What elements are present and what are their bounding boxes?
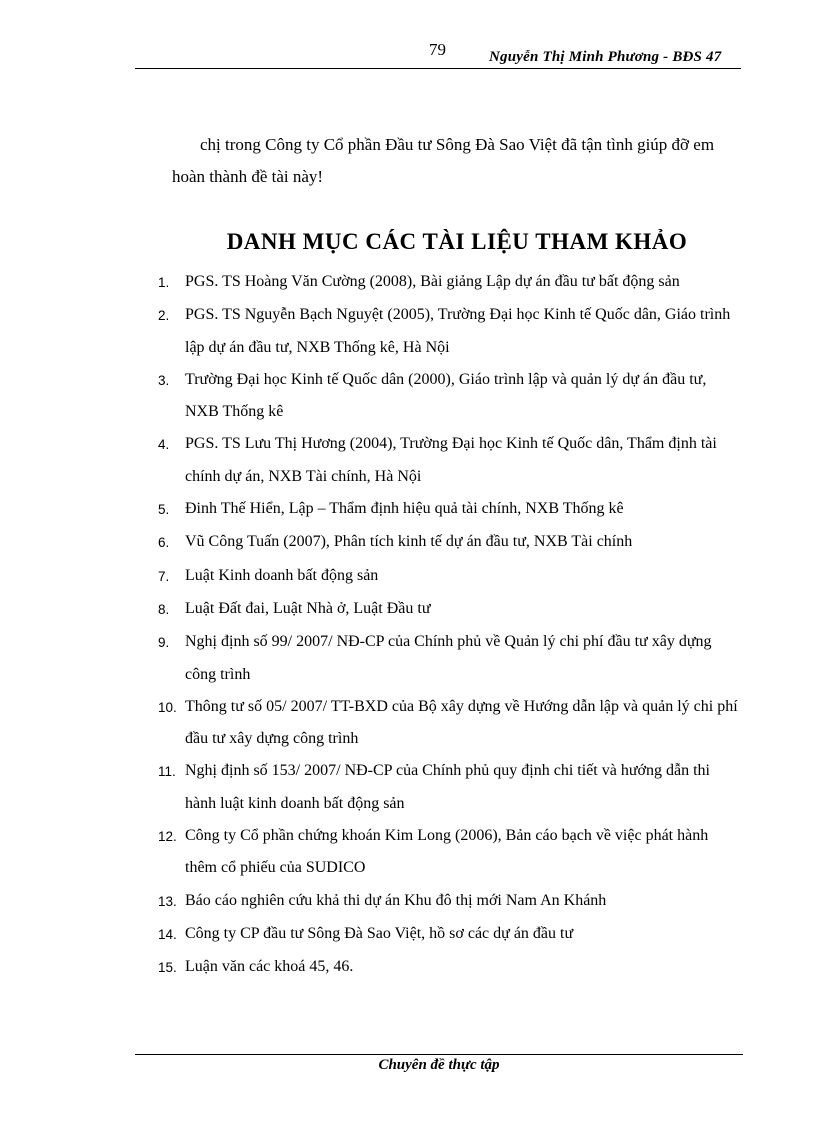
references-list bbox=[158, 266, 744, 985]
header-divider bbox=[135, 68, 741, 69]
reference-number: 11. bbox=[158, 764, 176, 780]
reference-text: PGS. TS Nguyễn Bạch Nguyệt (2005), Trường Đại học Kinh tế Quốc dân, Giáo trình lập dự án đầu tư, NXB Thống kê, Hà Nội bbox=[185, 306, 731, 356]
reference-item bbox=[158, 755, 744, 820]
reference-item bbox=[158, 820, 744, 885]
reference-number: 7. bbox=[158, 568, 170, 584]
reference-item bbox=[158, 593, 744, 626]
reference-text: Báo cáo nghiên cứu khả thi dự án Khu đô thị mới Nam An Khánh bbox=[185, 891, 607, 909]
reference-number: 6. bbox=[158, 535, 170, 551]
reference-text: Nghị định số 153/ 2007/ NĐ-CP của Chính phủ quy định chi tiết và hướng dẫn thi hành luật kinh doanh bất động sản bbox=[185, 762, 710, 812]
reference-item bbox=[158, 493, 744, 526]
reference-item bbox=[158, 918, 744, 951]
reference-text: Luật Đất đai, Luật Nhà ở, Luật Đầu tư bbox=[185, 599, 431, 617]
reference-number: 13. bbox=[158, 893, 177, 909]
reference-number: 12. bbox=[158, 829, 177, 845]
reference-item bbox=[158, 560, 744, 593]
reference-text: Luận văn các khoá 45, 46. bbox=[185, 958, 354, 976]
reference-number: 4. bbox=[158, 437, 170, 453]
reference-text: Vũ Công Tuấn (2007), Phân tích kinh tế dự án đầu tư, NXB Tài chính bbox=[185, 533, 633, 551]
reference-item bbox=[158, 364, 744, 429]
reference-number: 2. bbox=[158, 308, 170, 324]
reference-text: Nghị định số 99/ 2007/ NĐ-CP của Chính phủ về Quản lý chi phí đầu tư xây dựng công trình bbox=[185, 633, 712, 683]
page-number: 79 bbox=[429, 40, 446, 59]
intro-text: chị trong Công ty Cổ phần Đầu tư Sông Đà Sao Việt đã tận tình giúp đỡ em hoàn thành đề tài này! bbox=[172, 135, 715, 186]
reference-item bbox=[158, 299, 744, 364]
reference-item bbox=[158, 428, 744, 493]
reference-text: Thông tư số 05/ 2007/ TT-BXD của Bộ xây dựng về Hướng dẫn lập và quản lý chi phí đầu tư xây dựng công trình bbox=[185, 697, 738, 748]
reference-item bbox=[158, 885, 744, 918]
reference-text: Trường Đại học Kinh tế Quốc dân (2000), Giáo trình lập và quản lý dự án đầu tư, NXB Thống kê bbox=[185, 370, 707, 421]
reference-item bbox=[158, 266, 744, 299]
reference-text: PGS. TS Lưu Thị Hương (2004), Trường Đại học Kinh tế Quốc dân, Thẩm định tài chính dự án, NXB Tài chính, Hà Nội bbox=[185, 435, 717, 485]
reference-item bbox=[158, 626, 744, 691]
reference-text: PGS. TS Hoàng Văn Cường (2008), Bài giảng Lập dự án đầu tư bất động sản bbox=[185, 273, 680, 290]
reference-number: 3. bbox=[158, 372, 170, 388]
reference-number: 8. bbox=[158, 601, 170, 617]
reference-number: 10. bbox=[158, 699, 177, 715]
footer-text: Chuyên đề thực tập bbox=[378, 1057, 500, 1073]
reference-number: 5. bbox=[158, 502, 170, 518]
footer-divider bbox=[135, 1054, 743, 1055]
reference-item bbox=[158, 526, 744, 559]
reference-number: 1. bbox=[158, 275, 170, 290]
reference-text: Công ty CP đầu tư Sông Đà Sao Việt, hồ sơ các dự án đầu tư bbox=[185, 924, 574, 942]
reference-item bbox=[158, 691, 744, 756]
reference-number: 14. bbox=[158, 926, 177, 942]
intro-paragraph bbox=[172, 129, 742, 193]
reference-number: 15. bbox=[158, 960, 177, 976]
reference-text: Đinh Thế Hiển, Lập – Thẩm định hiệu quả tài chính, NXB Thống kê bbox=[185, 500, 624, 518]
reference-text: Công ty Cổ phần chứng khoán Kim Long (2006), Bản cáo bạch về việc phát hành thêm cổ phiếu của SUDICO bbox=[185, 827, 709, 877]
header-author: Nguyễn Thị Minh Phương - BĐS 47 bbox=[489, 49, 722, 65]
reference-item bbox=[158, 951, 744, 984]
reference-number: 9. bbox=[158, 635, 170, 651]
references-title: DANH MỤC CÁC TÀI LIỆU THAM KHẢO bbox=[226, 229, 688, 254]
reference-text: Luật Kinh doanh bất động sản bbox=[185, 566, 379, 584]
